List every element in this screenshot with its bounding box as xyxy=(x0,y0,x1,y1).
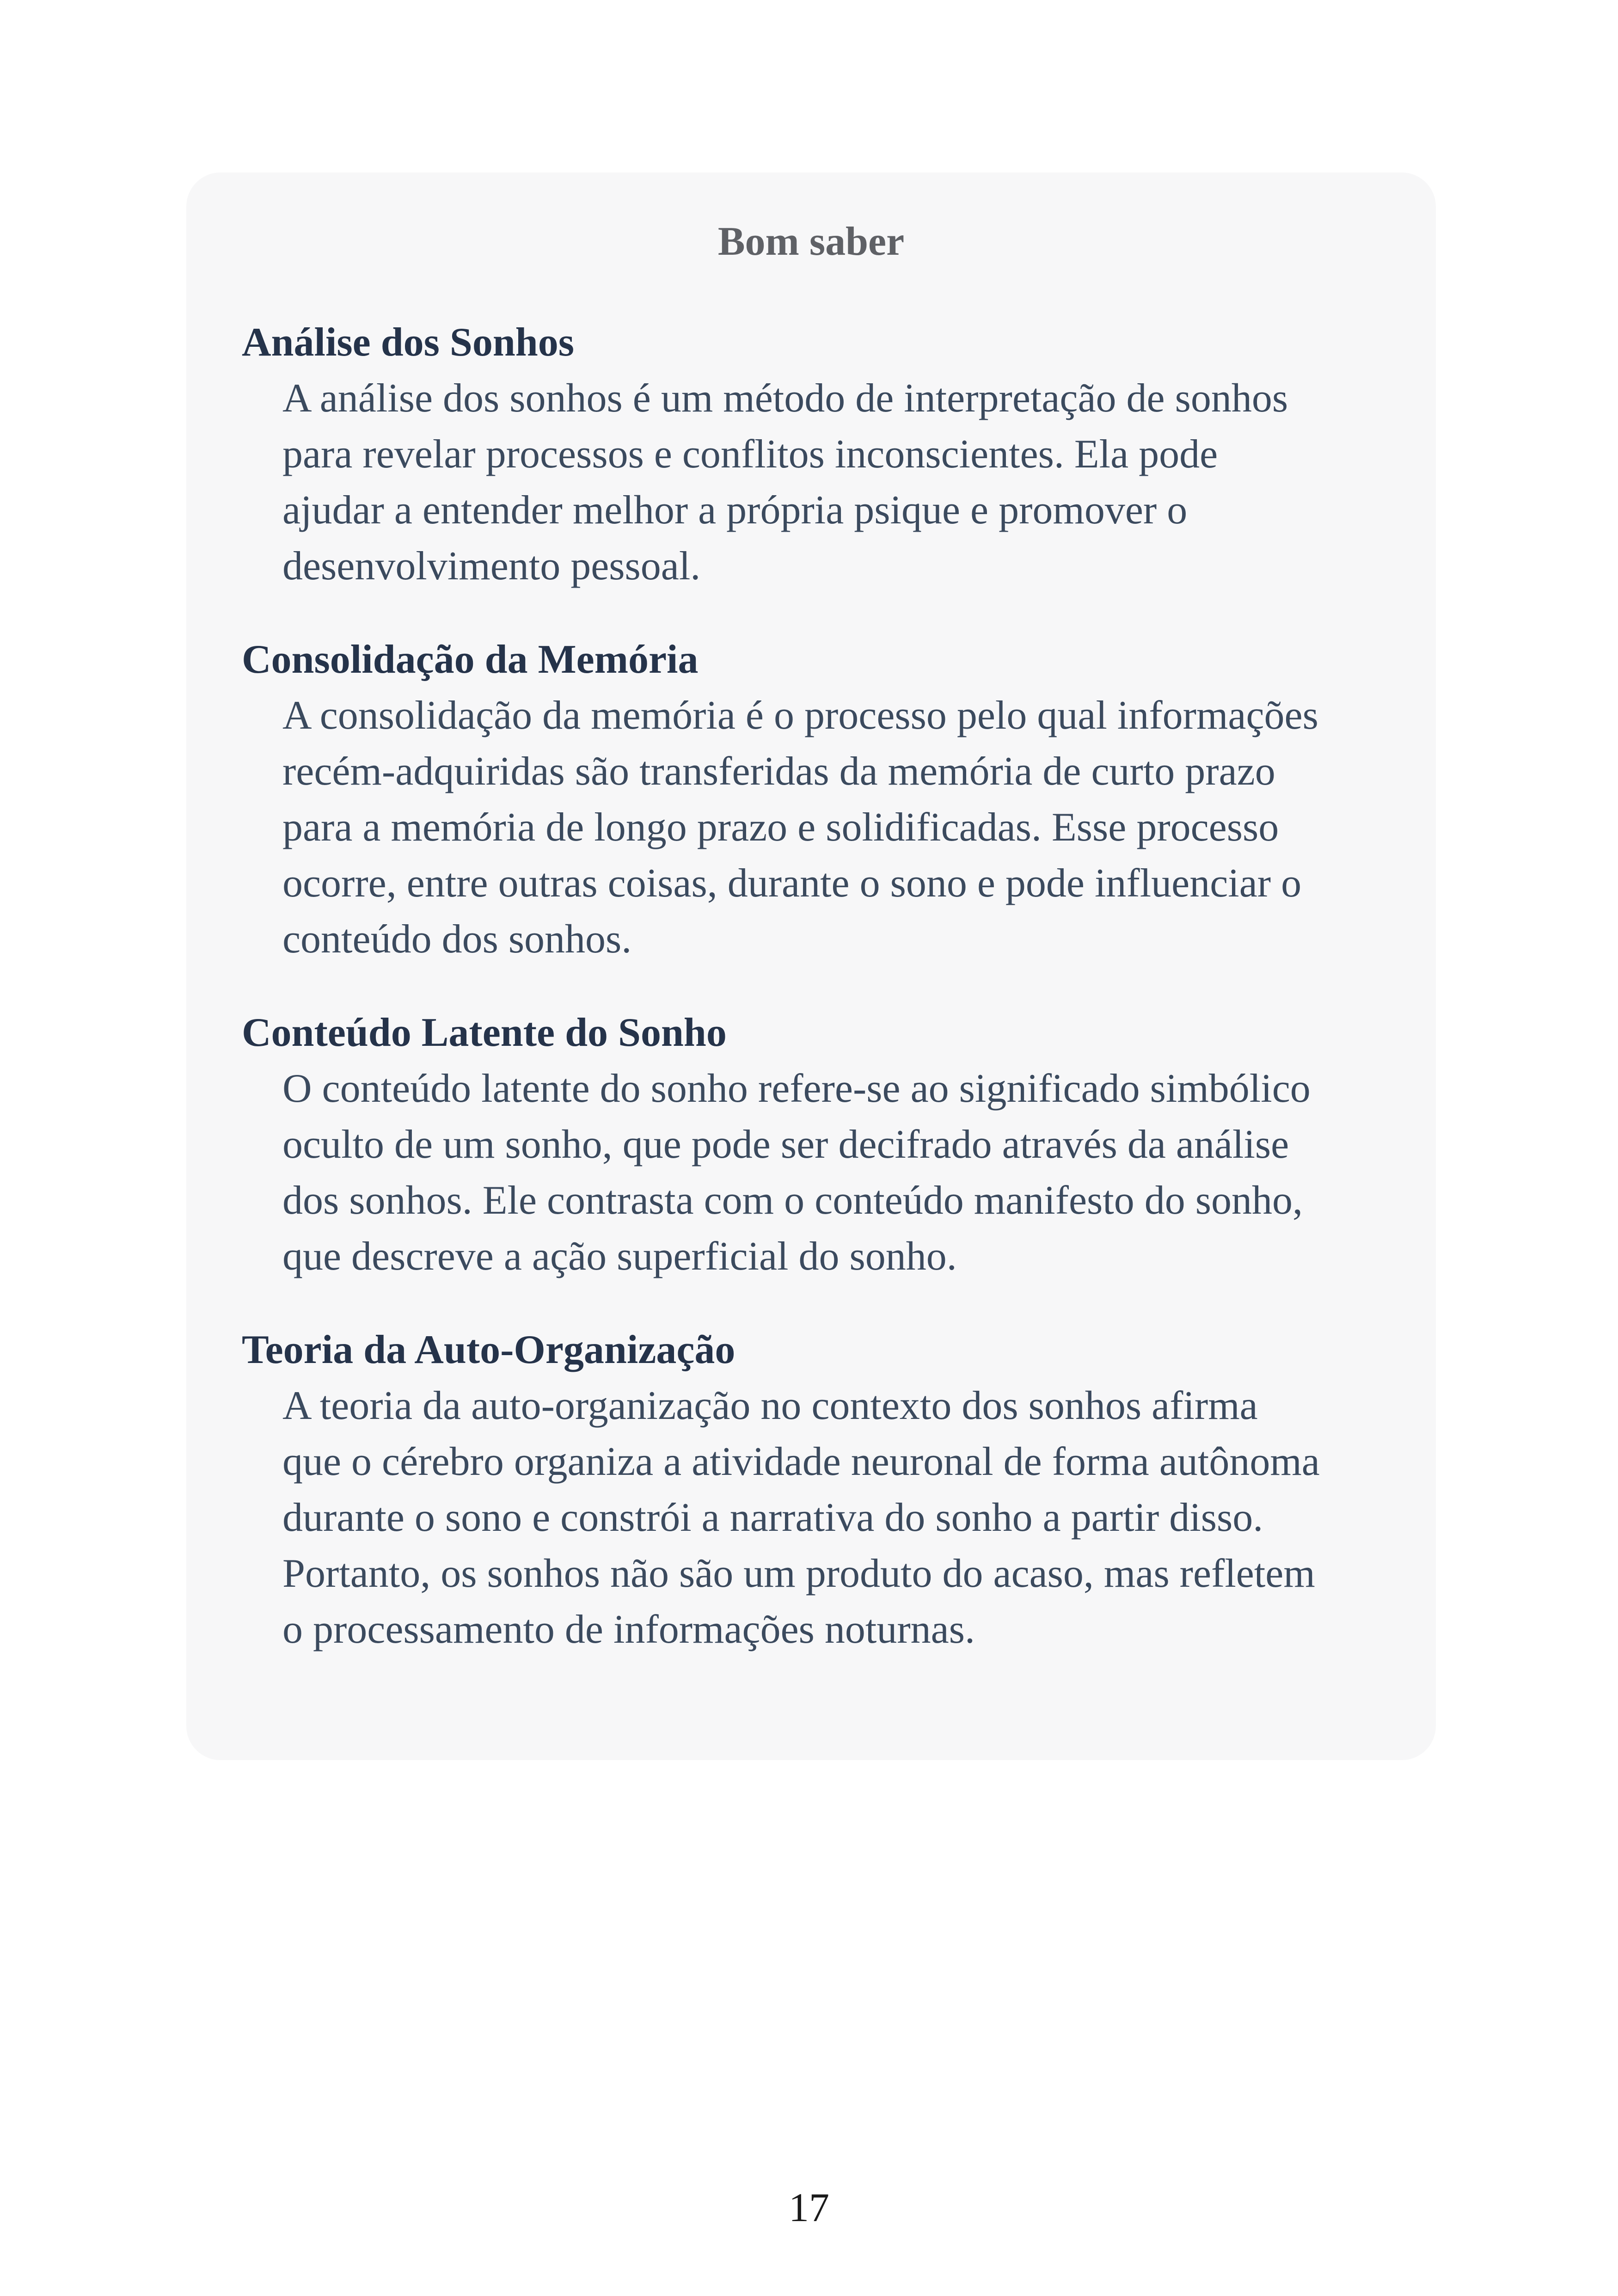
entry-term: Análise dos Sonhos xyxy=(242,320,574,365)
entry-description xyxy=(282,370,1380,594)
description-line: A análise dos sonhos é um método de interpretação de sonhos xyxy=(282,376,1288,421)
description-line: que o cérebro organiza a atividade neuronal de forma autônoma xyxy=(282,1439,1320,1484)
description-line: que descreve a ação superficial do sonho. xyxy=(282,1234,957,1279)
entry-description xyxy=(282,1378,1380,1658)
page-number: 17 xyxy=(789,2185,829,2230)
description-line: O conteúdo latente do sonho refere-se ao significado simbólico xyxy=(282,1066,1311,1111)
description-line: oculto de um sonho, que pode ser decifrado através da análise xyxy=(282,1122,1289,1167)
description-line: A consolidação da memória é o processo pelo qual informações xyxy=(282,693,1318,738)
entry-term: Conteúdo Latente do Sonho xyxy=(242,1010,727,1055)
description-line: ajudar a entender melhor a própria psique e promover o xyxy=(282,488,1188,533)
description-line: conteúdo dos sonhos. xyxy=(282,917,632,962)
description-line: o processamento de informações noturnas. xyxy=(282,1607,975,1652)
description-line: recém-adquiridas são transferidas da memória de curto prazo xyxy=(282,749,1275,794)
glossary-entry xyxy=(242,632,1380,967)
description-line: para a memória de longo prazo e solidificadas. Esse processo xyxy=(282,805,1279,850)
box-title: Bom saber xyxy=(717,219,905,264)
description-line: Portanto, os sonhos não são um produto do acaso, mas refletem xyxy=(282,1551,1315,1596)
entry-description xyxy=(282,688,1380,967)
description-line: desenvolvimento pessoal. xyxy=(282,544,701,589)
entry-term: Teoria da Auto-Organização xyxy=(242,1327,735,1372)
entry-description xyxy=(282,1061,1380,1284)
glossary-entry xyxy=(242,315,1380,594)
entry-term: Consolidação da Memória xyxy=(242,637,699,682)
description-line: para revelar processos e conflitos inconscientes. Ela pode xyxy=(282,432,1218,477)
description-line: durante o sono e constrói a narrativa do sonho a partir disso. xyxy=(282,1495,1263,1540)
description-line: dos sonhos. Ele contrasta com o conteúdo manifesto do sonho, xyxy=(282,1178,1303,1223)
description-line: ocorre, entre outras coisas, durante o sono e pode influenciar o xyxy=(282,861,1302,906)
info-box xyxy=(186,172,1436,1760)
glossary-entry xyxy=(242,1005,1380,1284)
description-line: A teoria da auto-organização no contexto dos sonhos afirma xyxy=(282,1383,1258,1428)
glossary-entry xyxy=(242,1322,1380,1658)
